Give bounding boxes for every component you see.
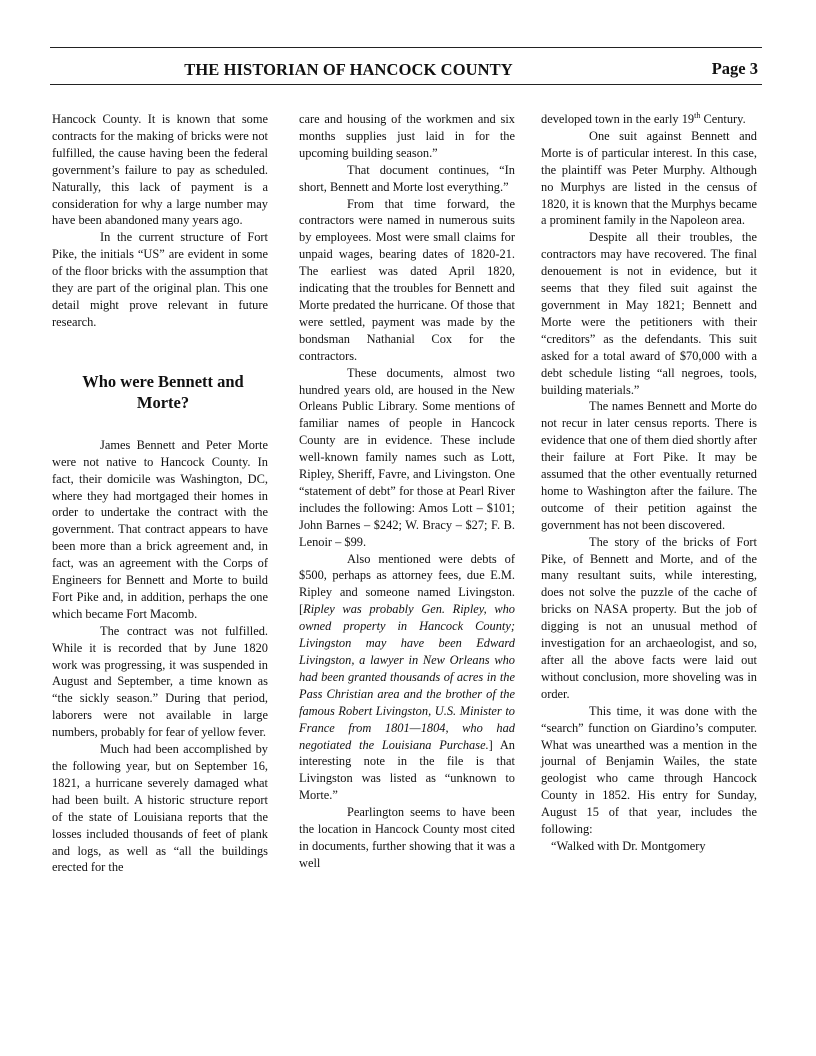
paragraph: From that time forward, the contractors were named in numerous suits by employees. Most were small claims for unpaid wages, bearing dates of 1820-21. The earliest was dated April 1820, indicating that the troubles for Bennett and Morte predated the hurricane. Of those that were settled, payment was made by the bondsman Nathanial Cox for the contractors. bbox=[299, 196, 515, 363]
paragraph: Hancock County. It is known that some contracts for the making of bricks were not fulfilled, the cause having been the federal government’s failure to pay as scheduled. Naturally, this lack of payment is a consideration for why a large number may have been abandoned many years ago. bbox=[52, 112, 268, 228]
text-run: Also mentioned were debts of $500, perhaps as attorney fees, due E.M. Ripley and someone named Livingston. [ bbox=[299, 551, 515, 617]
paragraph: The story of the bricks of Fort Pike, of Bennett and Morte, and of the many resultant suits, while interesting, does not solve the puzzle of the cache of bricks on NASA property. But the job of digging is not an unusual method of investigation for an archaeologist, and so, after all the above facts were laid out without conclusion, more shoveling was in order. bbox=[541, 534, 757, 701]
newsletter-title: THE HISTORIAN OF HANCOCK COUNTY bbox=[184, 60, 513, 79]
paragraph: That document continues, “In short, Bennett and Morte lost everything.” bbox=[299, 162, 515, 194]
paragraph: In the current structure of Fort Pike, the initials “US” are evident in some of the floor bricks with the assumption that they are part of the original plan. This one detail might prove relevant in future research. bbox=[52, 230, 268, 329]
editorial-note: Ripley was probably Gen. Ripley, who owned property in Hancock County; Livingston may have been Edward Livingston, a lawyer in New Orleans who had been granted thousands of acres in the Pass Christian area and the brother of the famous Robert Livingston, U.S. Minister to France from 1801—1804, who had negotiated the Louisiana Purchase. bbox=[299, 602, 515, 752]
header-rule-top bbox=[50, 47, 762, 48]
paragraph: Despite all their troubles, the contractors may have recovered. The final denouement is not in evidence, but it seems that they filed suit against the government in May 1821; Bennett and Morte were the petitioners with their “creditors” as the defendants. This suit asked for a total award of $70,000 with a debt schedule listing “all negroes, tools, building materials.” bbox=[541, 230, 757, 397]
text-run: developed town in the early 19 bbox=[541, 112, 695, 126]
paragraph: One suit against Bennett and Morte is of particular interest. In this case, the plaintiff was Peter Murphy. Although no Murphys are listed in the census of 1820, it is known that the Murphys became a prominent family in the Napoleon area. bbox=[541, 128, 757, 228]
column-3 bbox=[541, 111, 757, 855]
text-run: Century. bbox=[700, 112, 746, 126]
section-headline: Who were Bennett and Morte? bbox=[82, 371, 244, 412]
paragraph: This time, it was done with the “search” function on Giardino’s computer. What was unearthed was a mention in the journal of Benjamin Wailes, the state geologist who came through Hancock County in 1852. His entry for Sunday, August 15 of that year, includes the following: bbox=[541, 703, 757, 837]
paragraph: These documents, almost two hundred years old, are housed in the New Orleans Public Library. Some mentions of familiar names of people in Hancock County are in evidence. These include well-known family names such as Lott, Ripley, Sheriff, Favre, and Livingston. One “statement of debt” for those at Pearl River includes the following: Amos Lott – $101; John Barnes – $242; W. Bracy – $27; F. B. Lenoir – $99. bbox=[299, 365, 515, 549]
paragraph: James Bennett and Peter Morte were not native to Hancock County. In fact, their domicile was Washington, DC, where they had mortgaged their homes in order to undertake the contract with the government. That contract appears to have been more than a brick agreement and, in fact, was an agreement with the Corps of Engineers for Bennett and Morte to build Fort Pike and, in addition, perhaps the one which became Fort Macomb. bbox=[52, 437, 268, 621]
paragraph: care and housing of the workmen and six months supplies just laid in for the upcoming building season.” bbox=[299, 112, 515, 160]
paragraph: Much had been accomplished by the following year, but on September 16, 1821, a hurricane severely damaged what had been built. A historic structure report of the state of Louisiana reports that the losses included thousands of feet of plank and logs, as well as “all the buildings erected for the bbox=[52, 742, 268, 875]
paragraph: The contract was not fulfilled. While it is recorded that by June 1820 work was progressing, it was suspended in August and September, a time known as “the sickly season.” During that period, laborers were not available in large numbers, probably for fear of yellow fever. bbox=[52, 623, 268, 740]
quotation: “Walked with Dr. Montgomery bbox=[551, 838, 706, 853]
paragraph bbox=[541, 111, 757, 128]
column-2 bbox=[299, 111, 515, 872]
column-1 bbox=[52, 111, 268, 876]
page-number: Page 3 bbox=[711, 59, 758, 78]
paragraph: The names Bennett and Morte do not recur in later census reports. There is evidence that one of them died shortly after their failure at Fort Pike. It may be assumed that the other eventually returned home to Washington after the failure. The outcome of their petition against the government has not been discovered. bbox=[541, 399, 757, 532]
paragraph: Pearlington seems to have been the location in Hancock County most cited in documents, further showing that it was a well bbox=[299, 805, 515, 870]
paragraph bbox=[299, 551, 515, 805]
text-run: ] An interesting note in the file is that Livingston was listed as “unknown to Morte.” bbox=[299, 737, 515, 803]
superscript: th bbox=[694, 111, 701, 120]
header-rule-bottom bbox=[50, 84, 762, 85]
